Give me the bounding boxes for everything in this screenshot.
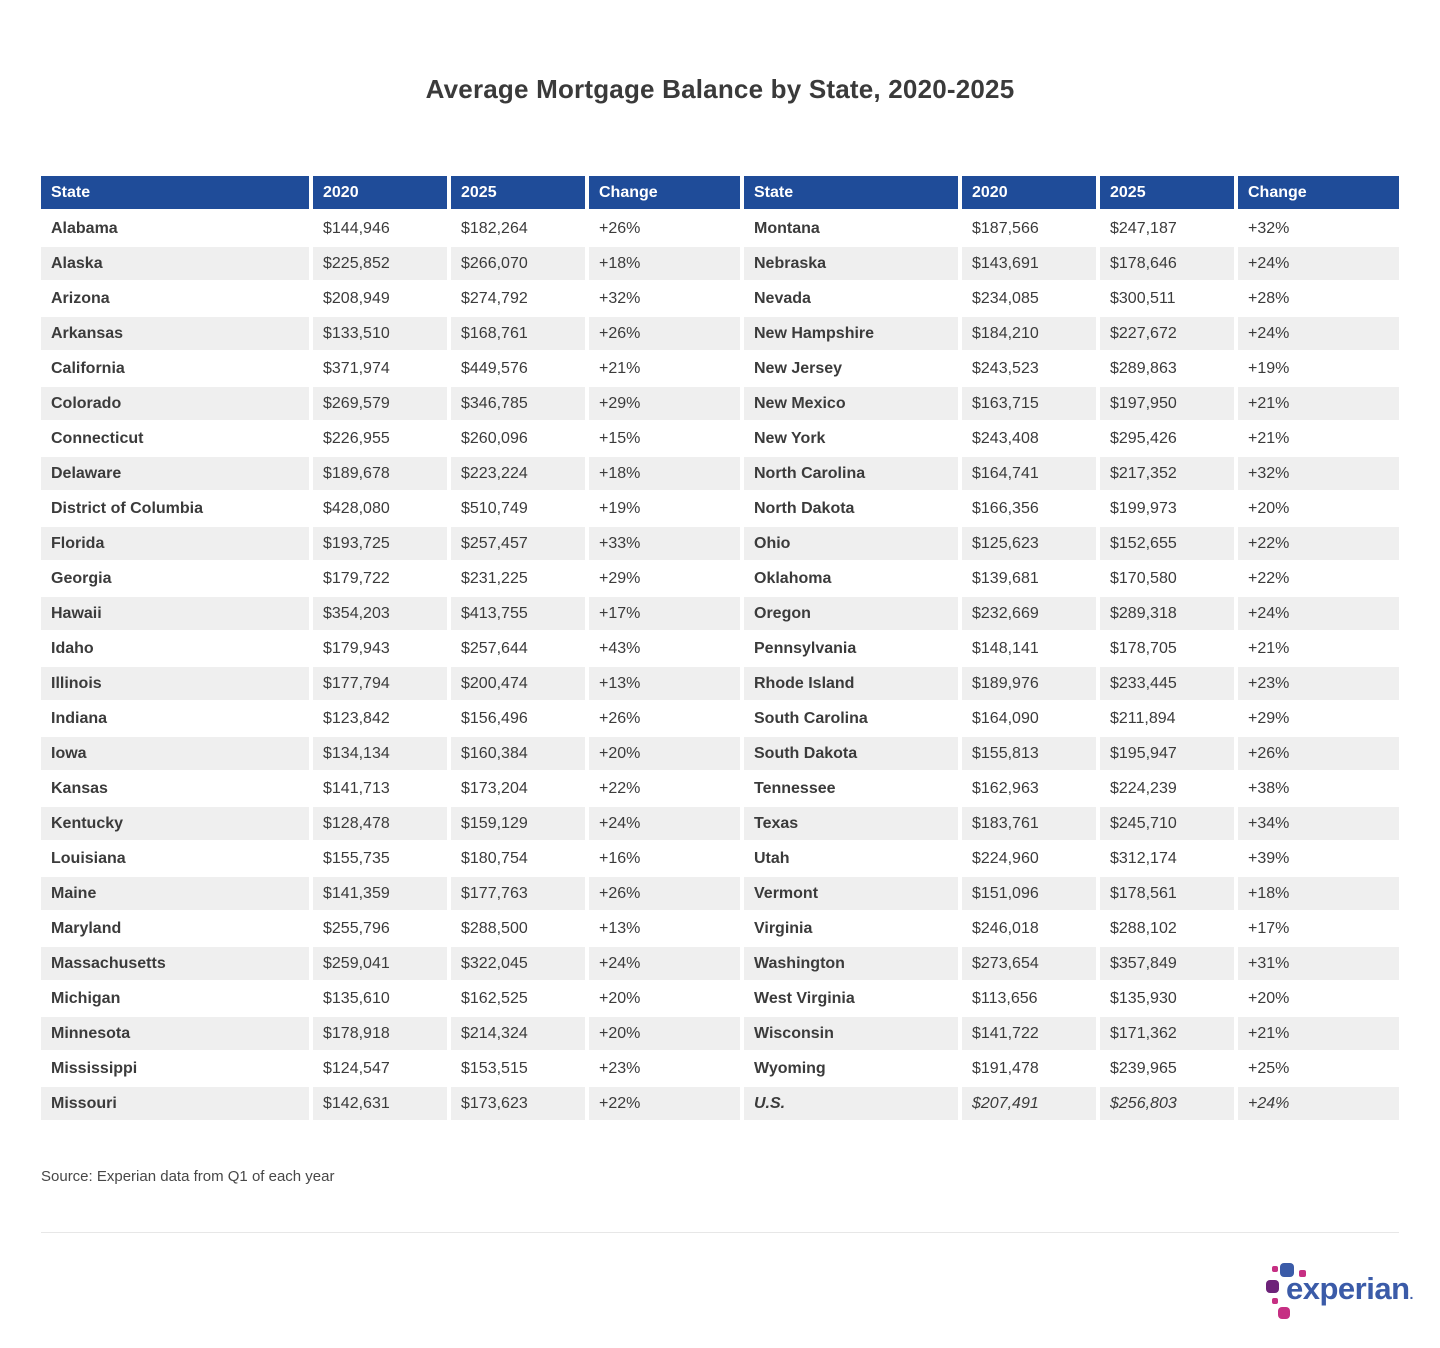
state-cell: Virginia [744,912,962,947]
value-cell: +38% [1238,772,1399,807]
state-cell: District of Columbia [41,492,313,527]
table-row [41,247,1399,282]
state-cell: Wyoming [744,1052,962,1087]
table-row [41,527,1399,562]
state-cell: New Mexico [744,387,962,422]
table-row [41,842,1399,877]
value-cell: +26% [589,212,744,247]
value-cell: $354,203 [313,597,451,632]
value-cell: $153,515 [451,1052,589,1087]
value-cell: $113,656 [962,982,1100,1017]
value-cell: +19% [1238,352,1399,387]
state-cell: Alaska [41,247,313,282]
value-cell: +21% [1238,387,1399,422]
value-cell: +26% [589,317,744,352]
state-cell: New Hampshire [744,317,962,352]
value-cell: $123,842 [313,702,451,737]
experian-wordmark: experian. [1286,1271,1413,1306]
value-cell: +21% [1238,632,1399,667]
value-cell: +29% [589,387,744,422]
state-cell: Georgia [41,562,313,597]
value-cell: +18% [589,247,744,282]
value-cell: +22% [589,1087,744,1122]
value-cell: $227,672 [1100,317,1238,352]
logo-dot-icon [1272,1298,1278,1304]
value-cell: +24% [589,947,744,982]
value-cell: $171,362 [1100,1017,1238,1052]
value-cell: $189,678 [313,457,451,492]
state-cell: Florida [41,527,313,562]
value-cell: $191,478 [962,1052,1100,1087]
value-cell: $273,654 [962,947,1100,982]
state-cell: Vermont [744,877,962,912]
value-cell: $177,794 [313,667,451,702]
value-cell: +15% [589,422,744,457]
value-cell: $295,426 [1100,422,1238,457]
value-cell: $148,141 [962,632,1100,667]
value-cell: $300,511 [1100,282,1238,317]
state-cell: Washington [744,947,962,982]
value-cell: +23% [1238,667,1399,702]
trademark-dot: . [1409,1286,1413,1302]
value-cell: $510,749 [451,492,589,527]
value-cell: +32% [1238,457,1399,492]
state-cell: Louisiana [41,842,313,877]
value-cell: +22% [1238,527,1399,562]
state-cell: Texas [744,807,962,842]
value-cell: $312,174 [1100,842,1238,877]
value-cell: $245,710 [1100,807,1238,842]
value-cell: $133,510 [313,317,451,352]
value-cell: $189,976 [962,667,1100,702]
value-cell: $256,803 [1100,1087,1238,1122]
value-cell: +26% [1238,737,1399,772]
column-header-2025-right: 2025 [1100,176,1238,212]
value-cell: $187,566 [962,212,1100,247]
value-cell: $357,849 [1100,947,1238,982]
state-cell: West Virginia [744,982,962,1017]
state-cell: Hawaii [41,597,313,632]
value-cell: $128,478 [313,807,451,842]
value-cell: $155,735 [313,842,451,877]
value-cell: $134,134 [313,737,451,772]
value-cell: +17% [589,597,744,632]
value-cell: $124,547 [313,1052,451,1087]
column-header-2020-right: 2020 [962,176,1100,212]
value-cell: $162,525 [451,982,589,1017]
table-header-row [41,176,1399,212]
value-cell: +20% [1238,492,1399,527]
experian-logo [1266,1260,1416,1322]
source-note: Source: Experian data from Q1 of each year [41,1168,335,1185]
value-cell: $178,561 [1100,877,1238,912]
value-cell: +26% [589,877,744,912]
value-cell: +17% [1238,912,1399,947]
value-cell: +26% [589,702,744,737]
value-cell: $200,474 [451,667,589,702]
value-cell: $255,796 [313,912,451,947]
state-cell: Alabama [41,212,313,247]
value-cell: $207,491 [962,1087,1100,1122]
value-cell: $208,949 [313,282,451,317]
value-cell: $164,741 [962,457,1100,492]
table-row [41,457,1399,492]
value-cell: $164,090 [962,702,1100,737]
value-cell: +24% [1238,597,1399,632]
value-cell: $135,930 [1100,982,1238,1017]
value-cell: $141,722 [962,1017,1100,1052]
logo-magenta-square-icon [1278,1307,1290,1319]
value-cell: +13% [589,667,744,702]
value-cell: $269,579 [313,387,451,422]
state-cell: Minnesota [41,1017,313,1052]
value-cell: $199,973 [1100,492,1238,527]
value-cell: $449,576 [451,352,589,387]
state-cell: Arizona [41,282,313,317]
value-cell: +20% [589,1017,744,1052]
table-row [41,877,1399,912]
value-cell: $257,457 [451,527,589,562]
value-cell: $180,754 [451,842,589,877]
table-row [41,982,1399,1017]
column-header-change-left: Change [589,176,744,212]
table-row [41,702,1399,737]
value-cell: +21% [1238,422,1399,457]
value-cell: $142,631 [313,1087,451,1122]
mortgage-balance-table [41,176,1399,1122]
value-cell: $170,580 [1100,562,1238,597]
column-header-state-left: State [41,176,313,212]
value-cell: +39% [1238,842,1399,877]
value-cell: $197,950 [1100,387,1238,422]
value-cell: +18% [1238,877,1399,912]
state-cell: New Jersey [744,352,962,387]
value-cell: $243,523 [962,352,1100,387]
value-cell: $125,623 [962,527,1100,562]
table-row [41,947,1399,982]
table-row [41,737,1399,772]
value-cell: $211,894 [1100,702,1238,737]
state-cell: Nevada [744,282,962,317]
state-cell: Indiana [41,702,313,737]
state-cell: Ohio [744,527,962,562]
value-cell: +34% [1238,807,1399,842]
value-cell: $178,646 [1100,247,1238,282]
state-cell: Oklahoma [744,562,962,597]
value-cell: $289,863 [1100,352,1238,387]
state-cell: Colorado [41,387,313,422]
value-cell: +20% [589,982,744,1017]
value-cell: $413,755 [451,597,589,632]
state-cell: Pennsylvania [744,632,962,667]
value-cell: $195,947 [1100,737,1238,772]
value-cell: +28% [1238,282,1399,317]
state-cell: Missouri [41,1087,313,1122]
value-cell: $214,324 [451,1017,589,1052]
value-cell: +23% [589,1052,744,1087]
value-cell: $371,974 [313,352,451,387]
column-header-2025-left: 2025 [451,176,589,212]
value-cell: $346,785 [451,387,589,422]
value-cell: $178,705 [1100,632,1238,667]
value-cell: $428,080 [313,492,451,527]
value-cell: +29% [589,562,744,597]
value-cell: +18% [589,457,744,492]
state-cell: Iowa [41,737,313,772]
value-cell: +22% [589,772,744,807]
value-cell: $259,041 [313,947,451,982]
value-cell: $274,792 [451,282,589,317]
state-cell: Kentucky [41,807,313,842]
value-cell: +24% [589,807,744,842]
table-row [41,212,1399,247]
state-cell: Nebraska [744,247,962,282]
table-row [41,387,1399,422]
state-cell: Illinois [41,667,313,702]
value-cell: $135,610 [313,982,451,1017]
value-cell: $217,352 [1100,457,1238,492]
value-cell: $177,763 [451,877,589,912]
value-cell: $226,955 [313,422,451,457]
value-cell: $144,946 [313,212,451,247]
state-cell: Utah [744,842,962,877]
value-cell: $139,681 [962,562,1100,597]
value-cell: $163,715 [962,387,1100,422]
value-cell: $156,496 [451,702,589,737]
value-cell: +22% [1238,562,1399,597]
table-row [41,492,1399,527]
state-cell: Idaho [41,632,313,667]
value-cell: $152,655 [1100,527,1238,562]
value-cell: $246,018 [962,912,1100,947]
state-cell: Michigan [41,982,313,1017]
value-cell: $232,669 [962,597,1100,632]
value-cell: +31% [1238,947,1399,982]
value-cell: +13% [589,912,744,947]
value-cell: +33% [589,527,744,562]
value-cell: +20% [1238,982,1399,1017]
value-cell: $178,918 [313,1017,451,1052]
value-cell: $173,204 [451,772,589,807]
state-cell: Maine [41,877,313,912]
value-cell: $182,264 [451,212,589,247]
state-cell: Maryland [41,912,313,947]
value-cell: +24% [1238,1087,1399,1122]
value-cell: $225,852 [313,247,451,282]
value-cell: $168,761 [451,317,589,352]
table-row [41,632,1399,667]
value-cell: $155,813 [962,737,1100,772]
value-cell: $141,359 [313,877,451,912]
value-cell: $288,500 [451,912,589,947]
table-row [41,597,1399,632]
value-cell: $289,318 [1100,597,1238,632]
value-cell: $162,963 [962,772,1100,807]
state-cell: Montana [744,212,962,247]
column-header-state-right: State [744,176,962,212]
state-cell: Massachusetts [41,947,313,982]
value-cell: $224,239 [1100,772,1238,807]
value-cell: $266,070 [451,247,589,282]
table-row [41,772,1399,807]
state-cell: Arkansas [41,317,313,352]
state-cell: California [41,352,313,387]
value-cell: $224,960 [962,842,1100,877]
value-cell: $193,725 [313,527,451,562]
value-cell: $322,045 [451,947,589,982]
value-cell: +25% [1238,1052,1399,1087]
value-cell: $143,691 [962,247,1100,282]
table-row [41,1052,1399,1087]
state-cell: Oregon [744,597,962,632]
state-cell: South Dakota [744,737,962,772]
state-cell: Connecticut [41,422,313,457]
value-cell: $257,644 [451,632,589,667]
value-cell: $233,445 [1100,667,1238,702]
state-cell: Wisconsin [744,1017,962,1052]
value-cell: $173,623 [451,1087,589,1122]
value-cell: $231,225 [451,562,589,597]
value-cell: $239,965 [1100,1052,1238,1087]
logo-purple-square-icon [1266,1280,1279,1293]
value-cell: +19% [589,492,744,527]
value-cell: $151,096 [962,877,1100,912]
state-cell: South Carolina [744,702,962,737]
value-cell: +32% [589,282,744,317]
value-cell: +21% [1238,1017,1399,1052]
logo-dot-icon [1272,1266,1278,1272]
footer-divider [41,1232,1399,1233]
value-cell: +43% [589,632,744,667]
table-row [41,1017,1399,1052]
value-cell: +24% [1238,317,1399,352]
state-cell: U.S. [744,1087,962,1122]
value-cell: $160,384 [451,737,589,772]
state-cell: North Carolina [744,457,962,492]
table-row [41,352,1399,387]
value-cell: +21% [589,352,744,387]
value-cell: $288,102 [1100,912,1238,947]
value-cell: +24% [1238,247,1399,282]
value-cell: $243,408 [962,422,1100,457]
table-row [41,912,1399,947]
column-header-2020-left: 2020 [313,176,451,212]
table-row [41,667,1399,702]
table-row [41,1087,1399,1122]
value-cell: $159,129 [451,807,589,842]
table-row [41,562,1399,597]
value-cell: $179,943 [313,632,451,667]
table-row [41,422,1399,457]
value-cell: +16% [589,842,744,877]
state-cell: Kansas [41,772,313,807]
state-cell: Delaware [41,457,313,492]
value-cell: $166,356 [962,492,1100,527]
state-cell: Tennessee [744,772,962,807]
state-cell: Mississippi [41,1052,313,1087]
page-title: Average Mortgage Balance by State, 2020-2025 [425,74,1015,104]
value-cell: +20% [589,737,744,772]
value-cell: $184,210 [962,317,1100,352]
state-cell: New York [744,422,962,457]
value-cell: $183,761 [962,807,1100,842]
value-cell: $234,085 [962,282,1100,317]
table-row [41,807,1399,842]
value-cell: $223,224 [451,457,589,492]
value-cell: $179,722 [313,562,451,597]
value-cell: $141,713 [313,772,451,807]
value-cell: $260,096 [451,422,589,457]
table-row [41,282,1399,317]
value-cell: $247,187 [1100,212,1238,247]
table-row [41,317,1399,352]
state-cell: North Dakota [744,492,962,527]
column-header-change-right: Change [1238,176,1399,212]
value-cell: +29% [1238,702,1399,737]
state-cell: Rhode Island [744,667,962,702]
value-cell: +32% [1238,212,1399,247]
